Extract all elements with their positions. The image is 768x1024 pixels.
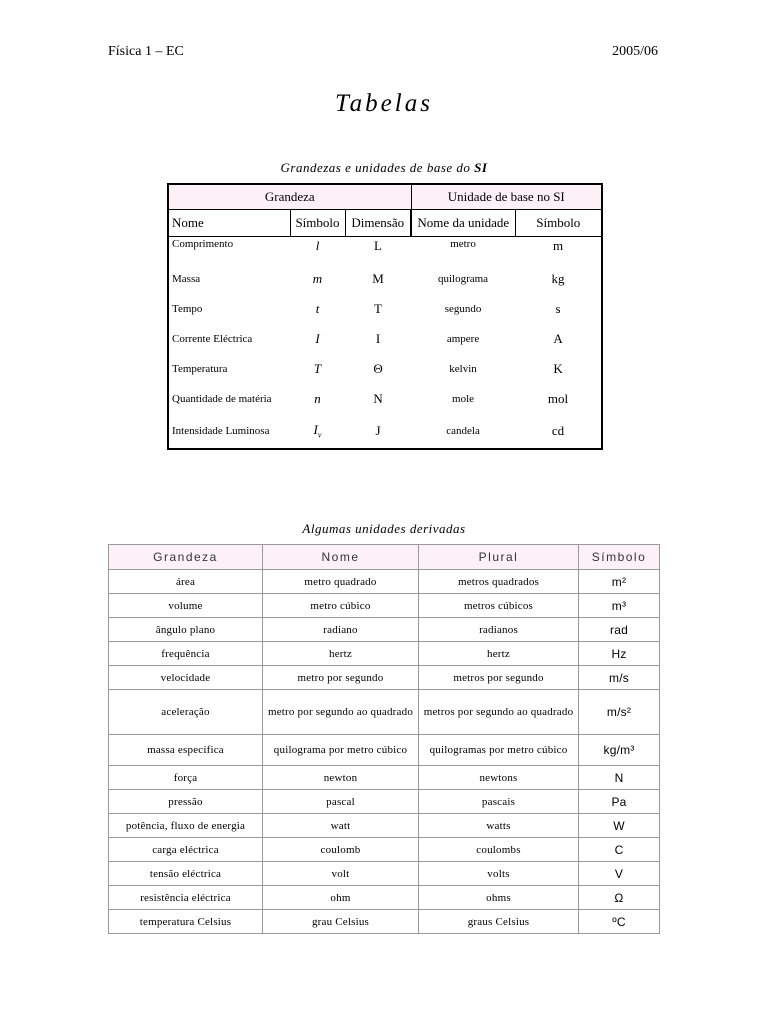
unit-plural: metros por segundo [419, 666, 579, 690]
unit-plural: pascais [419, 790, 579, 814]
table1-caption-text: Grandezas e unidades de base do [280, 160, 475, 175]
unit-plural: volts [419, 862, 579, 886]
dimension: N [373, 391, 383, 406]
quantity: potência, fluxo de energia [109, 814, 263, 838]
quantity-symbol [290, 264, 345, 294]
unit-name: hertz [263, 642, 419, 666]
unit-name: candela [446, 425, 480, 437]
table-row [109, 642, 660, 666]
unit-symbol: V [579, 862, 660, 886]
table-row [168, 264, 602, 294]
unit-symbol: mol [547, 391, 569, 406]
unit-symbol: ºC [579, 910, 660, 934]
quantity: frequência [109, 642, 263, 666]
dimension: M [372, 271, 384, 286]
year-header: 2005/06 [612, 44, 658, 59]
table-row [168, 384, 602, 414]
unit-symbol: kg [551, 271, 565, 286]
unit-symbol: rad [579, 618, 660, 642]
quantity-symbol [290, 354, 345, 384]
col-name: Nome [263, 545, 419, 570]
unit-name: pascal [263, 790, 419, 814]
quantity-symbol-text: n [314, 391, 321, 406]
unit-name: metro [450, 238, 476, 250]
page-title: Tabelas [335, 90, 433, 117]
unit-name: mole [452, 393, 475, 405]
dimension: J [375, 423, 381, 438]
dimension: Θ [373, 361, 383, 376]
unit-name: volt [263, 862, 419, 886]
quantity-symbol-subscript: v [317, 430, 322, 440]
unit-plural: coulombs [419, 838, 579, 862]
quantity-symbol [290, 324, 345, 354]
quantity-name: Comprimento [172, 238, 234, 250]
table1-column-header [168, 210, 602, 237]
quantity: força [109, 766, 263, 790]
table-row [109, 910, 660, 934]
unit-name: newton [263, 766, 419, 790]
quantity: aceleração [109, 690, 263, 735]
unit-name: metro por segundo ao quadrado [263, 690, 419, 735]
quantity: volume [109, 594, 263, 618]
course-header: Física 1 – EC [108, 44, 184, 59]
col-symbol: Símbolo [579, 545, 660, 570]
unit-name: radiano [263, 618, 419, 642]
table-row [109, 838, 660, 862]
unit-plural: metros por segundo ao quadrado [419, 690, 579, 735]
unit-symbol: m [552, 238, 564, 253]
col-unit-symbol: Símbolo [515, 210, 602, 237]
quantity-symbol-text: t [315, 301, 320, 316]
unit-name: ohm [263, 886, 419, 910]
quantity-name: Tempo [172, 303, 203, 315]
unit-symbol: s [555, 301, 561, 316]
quantity: tensão eléctrica [109, 862, 263, 886]
dimension: I [375, 331, 381, 346]
quantity-name: Temperatura [172, 363, 228, 375]
quantity-symbol-text: I [315, 331, 320, 346]
unit-symbol: Hz [579, 642, 660, 666]
unit-name: metro cúbico [263, 594, 419, 618]
dimension: T [374, 301, 382, 316]
unit-symbol: C [579, 838, 660, 862]
unit-name: kelvin [449, 363, 477, 375]
table-row [168, 294, 602, 324]
quantity-name: Corrente Eléctrica [172, 333, 253, 345]
quantity-name: Massa [172, 273, 201, 285]
unit-symbol: m³ [579, 594, 660, 618]
quantity-symbol-text: I [313, 422, 318, 438]
table-row [168, 237, 602, 265]
quantity: ângulo plano [109, 618, 263, 642]
col-dimension: Dimensão [345, 210, 411, 237]
si-base-units-table [167, 183, 603, 450]
unit-name: segundo [444, 303, 482, 315]
unit-plural: metros quadrados [419, 570, 579, 594]
table-row [109, 886, 660, 910]
quantity-name: Intensidade Luminosa [172, 425, 270, 437]
quantity-symbol-text: l [315, 238, 320, 253]
table1-caption-si: SI [474, 160, 488, 175]
unit-name: quilograma por metro cúbico [263, 735, 419, 766]
unit-plural: metros cúbicos [419, 594, 579, 618]
unit-symbol: kg/m³ [579, 735, 660, 766]
table-row [109, 790, 660, 814]
quantity: pressão [109, 790, 263, 814]
table-row [109, 690, 660, 735]
derived-units-table [108, 544, 660, 934]
table-row [109, 666, 660, 690]
quantity: área [109, 570, 263, 594]
unit-plural: watts [419, 814, 579, 838]
table-row [109, 766, 660, 790]
col-unit-name: Nome da unidade [411, 210, 515, 237]
quantity-symbol [290, 414, 345, 449]
col-quantity: Grandeza [109, 545, 263, 570]
unit-name: metro quadrado [263, 570, 419, 594]
table1-group-header [168, 184, 602, 210]
quantity-symbol-text: T [313, 361, 322, 376]
unit-symbol: m/s² [579, 690, 660, 735]
unit-symbol: N [579, 766, 660, 790]
quantity: carga eléctrica [109, 838, 263, 862]
table-row [109, 618, 660, 642]
unit-symbol: A [553, 331, 563, 346]
unit-name: grau Celsius [263, 910, 419, 934]
unit-name: metro por segundo [263, 666, 419, 690]
table1-caption [0, 160, 768, 176]
unit-name: quilograma [437, 273, 489, 285]
unit-symbol: Ω [579, 886, 660, 910]
unit-plural: graus Celsius [419, 910, 579, 934]
unit-name: coulomb [263, 838, 419, 862]
group-si-unit: Unidade de base no SI [411, 184, 602, 210]
unit-plural: quilogramas por metro cúbico [419, 735, 579, 766]
quantity: massa específica [109, 735, 263, 766]
unit-plural: hertz [419, 642, 579, 666]
quantity-symbol [290, 294, 345, 324]
table-row [109, 862, 660, 886]
table-row [109, 735, 660, 766]
table2-caption: Algumas unidades derivadas [302, 521, 466, 536]
dimension: L [374, 238, 382, 253]
unit-symbol: m/s [579, 666, 660, 690]
unit-name: watt [263, 814, 419, 838]
table-row [109, 570, 660, 594]
quantity: velocidade [109, 666, 263, 690]
unit-symbol: K [553, 361, 563, 376]
unit-name: ampere [446, 333, 480, 345]
unit-plural: radianos [419, 618, 579, 642]
col-plural: Plural [419, 545, 579, 570]
table-row [109, 594, 660, 618]
group-quantity: Grandeza [168, 184, 411, 210]
table-row [168, 324, 602, 354]
quantity-symbol-text: m [312, 271, 323, 286]
unit-plural: newtons [419, 766, 579, 790]
quantity: resistência eléctrica [109, 886, 263, 910]
col-name: Nome [168, 210, 290, 237]
quantity: temperatura Celsius [109, 910, 263, 934]
unit-symbol: W [579, 814, 660, 838]
unit-plural: ohms [419, 886, 579, 910]
quantity-symbol [290, 384, 345, 414]
table-row [168, 354, 602, 384]
col-symbol: Símbolo [290, 210, 345, 237]
unit-symbol: m² [579, 570, 660, 594]
table-row [168, 414, 602, 449]
quantity-symbol [290, 237, 345, 265]
unit-symbol: Pa [579, 790, 660, 814]
table-row [109, 814, 660, 838]
unit-symbol: cd [551, 423, 565, 438]
quantity-name: Quantidade de matéria [172, 393, 272, 405]
table2-header [109, 545, 660, 570]
